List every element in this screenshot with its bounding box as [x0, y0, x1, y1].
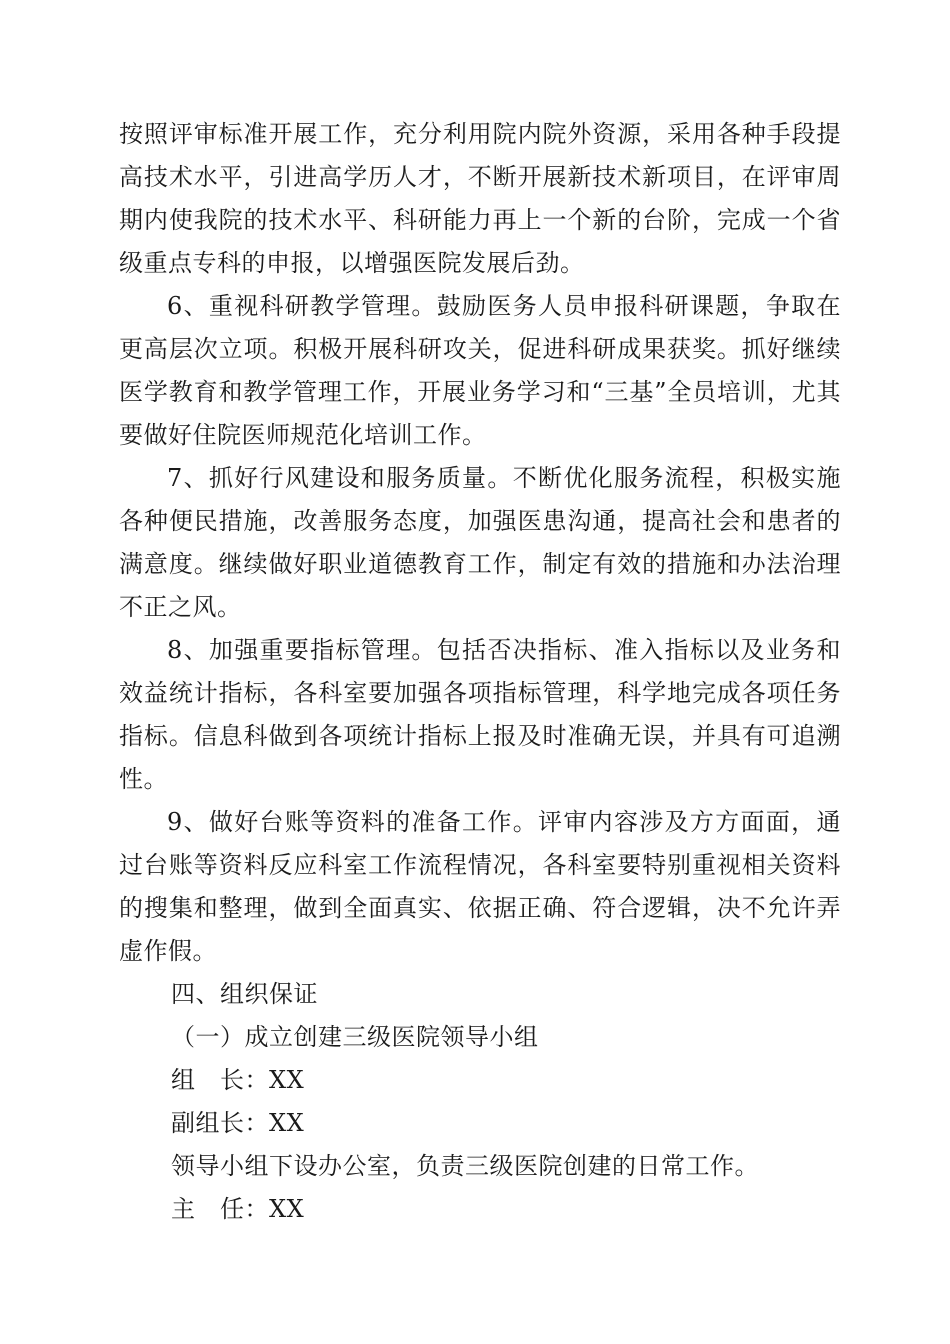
- director-line: 主 任：XX: [171, 1195, 305, 1223]
- subsection-heading: （一）成立创建三级医院领导小组: [171, 1023, 539, 1051]
- paragraph-item-6: 6、重视科研教学管理。鼓励医务人员申报科研课题，争取在更高层次立项。积极开展科研攻关，促进科研成果获奖。抓好继续医学教育和教学管理工作，开展业务学习和“三基”全员培训，尤其要做好住院医师规范化培训工作。: [119, 292, 841, 449]
- deputy-leader-line: 副组长：XX: [171, 1109, 305, 1137]
- document-body: [119, 113, 841, 1231]
- leader-line: 组 长：XX: [171, 1066, 305, 1094]
- paragraph-item-9: 9、做好台账等资料的准备工作。评审内容涉及方方面面，通过台账等资料反应科室工作流程情况，各科室要特别重视相关资料的搜集和整理，做到全面真实、依据正确、符合逻辑，决不允许弄虚作假。: [119, 808, 841, 965]
- office-note: 领导小组下设办公室，负责三级医院创建的日常工作。: [171, 1152, 759, 1180]
- section-heading: 四、组织保证: [171, 980, 318, 1008]
- paragraph-item-8: 8、加强重要指标管理。包括否决指标、准入指标以及业务和效益统计指标，各科室要加强各项指标管理，科学地完成各项任务指标。信息科做到各项统计指标上报及时准确无误，并具有可追溯性。: [119, 636, 841, 793]
- paragraph-item-7: 7、抓好行风建设和服务质量。不断优化服务流程，积极实施各种便民措施，改善服务态度，加强医患沟通，提高社会和患者的满意度。继续做好职业道德教育工作，制定有效的措施和办法治理不正之风。: [119, 464, 841, 621]
- paragraph-continuation: 按照评审标准开展工作，充分利用院内院外资源，采用各种手段提高技术水平，引进高学历人才，不断开展新技术新项目，在评审周期内使我院的技术水平、科研能力再上一个新的台阶，完成一个省级重点专科的申报，以增强医院发展后劲。: [119, 120, 841, 277]
